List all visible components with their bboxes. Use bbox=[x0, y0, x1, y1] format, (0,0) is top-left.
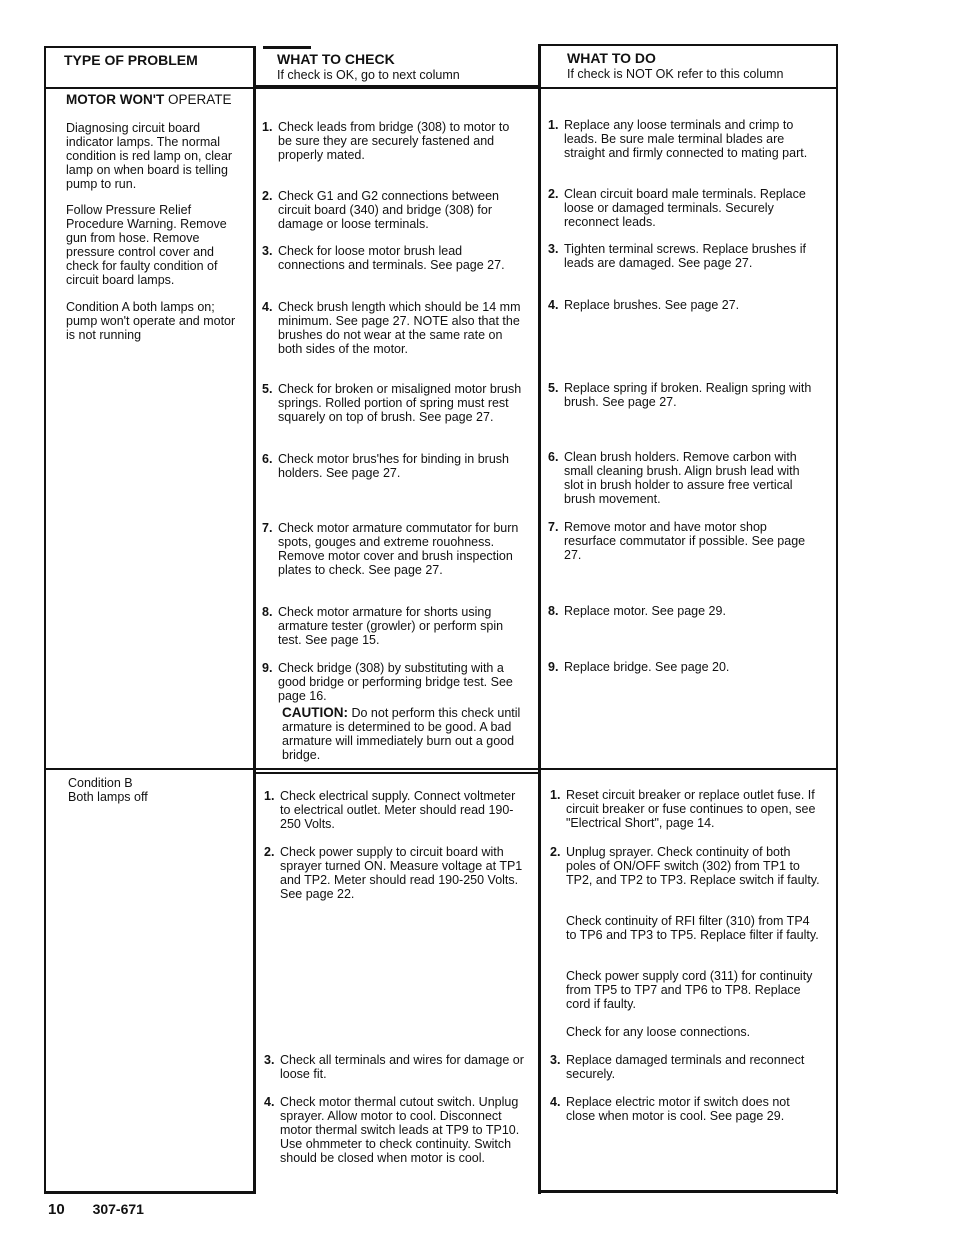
border-top-col3 bbox=[538, 44, 838, 46]
check-b-1: 1. Check electrical supply. Connect voltmeter to electrical outlet. Meter should read 190-250 Volts. bbox=[264, 789, 516, 831]
action-a-1: 1. Replace any loose terminals and crimp to leads. Be sure male terminal blades are straight and firmly connected to mating part. bbox=[548, 118, 808, 160]
border-left bbox=[44, 46, 46, 1194]
border-col3-left bbox=[538, 44, 541, 1194]
check-a-3: 3. Check for loose motor brush lead connections and terminals. See page 27. bbox=[262, 244, 505, 272]
action-b-2: 2. Unplug sprayer. Check continuity of both poles of ON/OFF switch (302) from TP1 to TP2, and TP2 to TP3. Replace switch if faulty. bbox=[550, 845, 820, 887]
problem-b-sub: Both lamps off bbox=[68, 790, 148, 804]
action-a-4: 4. Replace brushes. See page 27. bbox=[548, 298, 740, 312]
problem-b-title bbox=[68, 776, 248, 804]
problem-a-title-bold: MOTOR WON'T bbox=[66, 92, 165, 107]
action-b-2-filter: Check continuity of RFI filter (310) from TP4 to TP6 and TP3 to TP5. Replace filter if faulty. bbox=[566, 914, 819, 942]
caution-note bbox=[282, 706, 528, 762]
problem-a-para-1: Diagnosing circuit board indicator lamps. The normal condition is red lamp on, clear lamp on when board is telling pump to run. bbox=[66, 121, 233, 191]
action-a-7: 7. Remove motor and have motor shop resurface commutator if possible. See page 27. bbox=[548, 520, 806, 562]
check-a-8: 8. Check motor armature for shorts using armature tester (growler) or perform spin test. See page 15. bbox=[262, 605, 504, 647]
page-number: 10 bbox=[48, 1201, 65, 1218]
action-a-9: 9. Replace bridge. See page 20. bbox=[548, 660, 730, 674]
header-what-to-do bbox=[567, 51, 784, 82]
header-col1-text: TYPE OF PROBLEM bbox=[64, 52, 198, 68]
header-col2-sub: If check is OK, go to next column bbox=[277, 68, 460, 82]
check-a-5: 5. Check for broken or misaligned motor brush springs. Rolled portion of spring must rest squarely on top of brush. See page 27. bbox=[262, 382, 522, 424]
check-b-4: 4. Check motor thermal cutout switch. Unplug sprayer. Allow motor to cool. Disconnect motor thermal switch leads at TP9 to TP10. Use ohmmeter to check continuity. Switch should be closed when motor is cool. bbox=[264, 1095, 520, 1165]
action-a-6: 6. Clean brush holders. Remove carbon with small cleaning brush. Align brush lead with slot in brush holder to assure free vertical brush movement. bbox=[548, 450, 800, 506]
caution-label: CAUTION: bbox=[282, 705, 348, 720]
border-bottom bbox=[44, 1191, 256, 1194]
check-b-2: 2. Check power supply to circuit board with sprayer turned ON. Measure voltage at TP1 and TP2. Meter should read 190-250 Volts. See page 22. bbox=[264, 845, 523, 901]
border-bottom-col3 bbox=[538, 1190, 838, 1193]
border-right bbox=[836, 44, 838, 1194]
action-a-8: 8. Replace motor. See page 29. bbox=[548, 604, 726, 618]
action-a-3: 3. Tighten terminal screws. Replace brushes if leads are damaged. See page 27. bbox=[548, 242, 806, 270]
action-b-2-cord: Check power supply cord (311) for continuity from TP5 to TP7 and TP6 to TP8. Replace cord if faulty. bbox=[566, 969, 813, 1011]
problem-a-para-2: Follow Pressure Relief Procedure Warning. Remove gun from hose. Remove pressure control cover and check for faulty condition of circuit board lamps. bbox=[66, 203, 227, 287]
action-b-2-connections: Check for any loose connections. bbox=[566, 1025, 751, 1039]
header-col3-title: WHAT TO DO bbox=[567, 50, 656, 66]
problem-a-title bbox=[66, 93, 251, 107]
action-a-2: 2. Clean circuit board male terminals. Replace loose or damaged terminals. Securely reconnect leads. bbox=[548, 187, 806, 229]
section-divider bbox=[44, 768, 838, 770]
header-type-of-problem bbox=[64, 53, 198, 68]
action-b-3: 3. Replace damaged terminals and reconnect securely. bbox=[550, 1053, 805, 1081]
problem-a-para-3: Condition A both lamps on; pump won't operate and motor is not running bbox=[66, 300, 236, 342]
problem-a-title-rest: OPERATE bbox=[167, 92, 232, 107]
check-a-4: 4. Check brush length which should be 14 mm minimum. See page 27. NOTE also that the brushes do not wear at the same rate on both sides of the motor. bbox=[262, 300, 521, 356]
problem-b-title-text: Condition B bbox=[68, 776, 133, 790]
check-a-2: 2. Check G1 and G2 connections between circuit board (340) and bridge (308) for damage or loose terminals. bbox=[262, 189, 499, 231]
check-a-9: 9. Check bridge (308) by substituting with a good bridge or performing bridge test. See page 16. bbox=[262, 661, 513, 703]
check-a-1: 1. Check leads from bridge (308) to motor to be sure they are securely fastened and properly mated. bbox=[262, 120, 510, 162]
header-col2-title: WHAT TO CHECK bbox=[277, 51, 395, 67]
header-divider-col2 bbox=[256, 85, 540, 87]
check-a-6: 6. Check motor brus'hes for binding in brush holders. See page 27. bbox=[262, 452, 509, 480]
border-col2-left bbox=[253, 46, 256, 1194]
section-divider-col2 bbox=[253, 772, 540, 774]
border-top-col1 bbox=[44, 46, 256, 48]
check-b-3: 3. Check all terminals and wires for damage or loose fit. bbox=[264, 1053, 524, 1081]
header-col3-sub: If check is NOT OK refer to this column bbox=[567, 67, 784, 81]
action-b-1: 1. Reset circuit breaker or replace outlet fuse. If circuit breaker or fuse continues to open, see "Electrical Short", page 14. bbox=[550, 788, 816, 830]
page-footer bbox=[48, 1202, 144, 1217]
document-number: 307-671 bbox=[92, 1201, 144, 1217]
action-b-4: 4. Replace electric motor if switch does not close when motor is cool. See page 29. bbox=[550, 1095, 790, 1123]
border-top-col2 bbox=[263, 46, 311, 49]
caution-text: Do not perform this check until armature is determined to be good. A bad armature will immediately burn out a good bridge. bbox=[282, 706, 521, 762]
header-divider bbox=[44, 87, 838, 89]
check-a-7: 7. Check motor armature commutator for burn spots, gouges and extreme rouohness. Remove motor cover and brush inspection plates to check. See page 27. bbox=[262, 521, 519, 577]
action-a-5: 5. Replace spring if broken. Realign spring with brush. See page 27. bbox=[548, 381, 812, 409]
header-what-to-check bbox=[277, 52, 460, 83]
